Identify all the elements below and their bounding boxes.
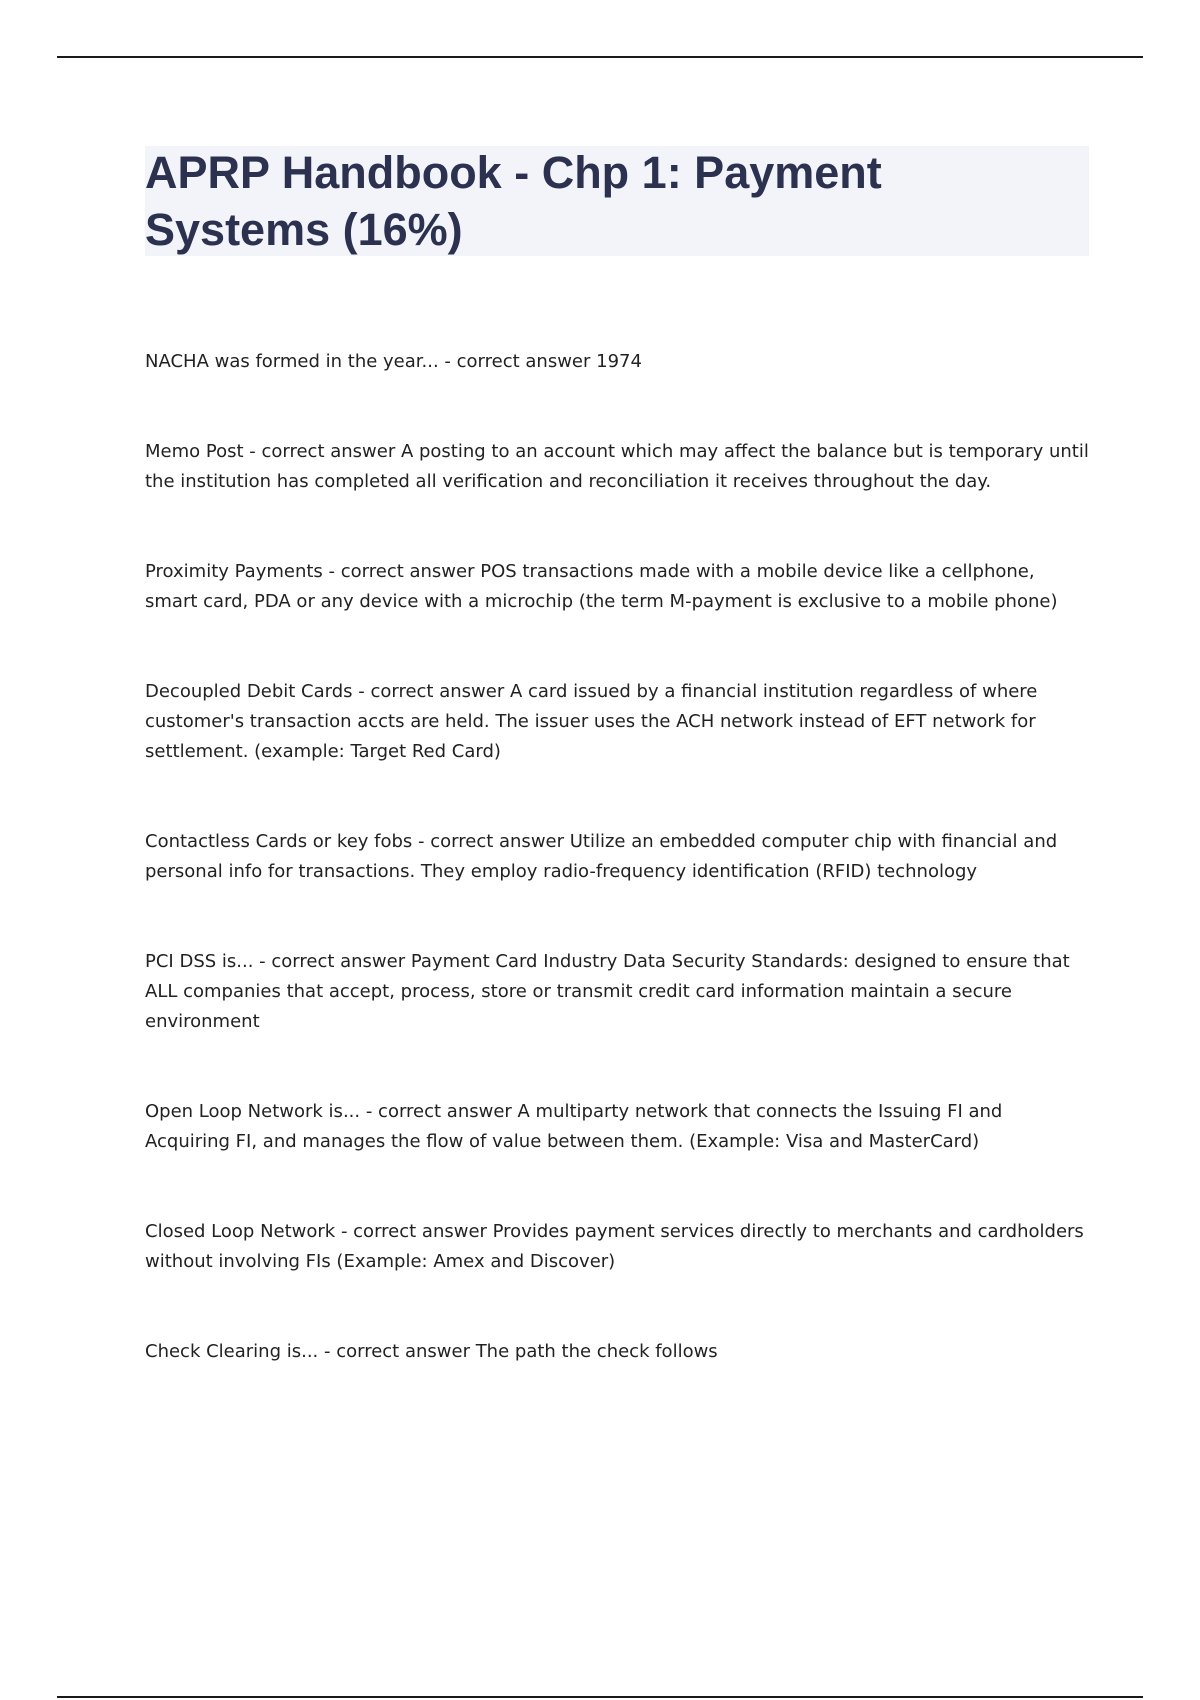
qa-entry: Contactless Cards or key fobs - correct answer Utilize an embedded computer chip with financial and personal info for transactions. They employ radio-frequency identification (RFID) technology <box>145 831 1058 882</box>
qa-entry: PCI DSS is... - correct answer Payment Card Industry Data Security Standards: designed to ensure that ALL companies that accept, process, store or transmit credit card information maintain a secure environment <box>145 951 1070 1032</box>
qa-entry: Check Clearing is... - correct answer The path the check follows <box>145 1341 718 1362</box>
qa-entry: NACHA was formed in the year... - correct answer 1974 <box>145 351 642 372</box>
qa-entry: Decoupled Debit Cards - correct answer A card issued by a financial institution regardless of where customer's transaction accts are held. The issuer uses the ACH network instead of EFT network for settlement. (example: Target Red Card) <box>145 681 1038 762</box>
bottom-rule <box>57 1696 1143 1698</box>
qa-entry: Proximity Payments - correct answer POS transactions made with a mobile device like a cellphone, smart card, PDA or any device with a microchip (the term M-payment is exclusive to a mobile phone) <box>145 561 1058 612</box>
qa-list <box>145 347 1090 1427</box>
page-title: APRP Handbook - Chp 1: Payment Systems (16%) <box>145 147 882 255</box>
qa-entry: Open Loop Network is... - correct answer A multiparty network that connects the Issuing FI and Acquiring FI, and manages the flow of value between them. (Example: Visa and MasterCard) <box>145 1101 1003 1152</box>
qa-entry: Closed Loop Network - correct answer Provides payment services directly to merchants and cardholders without involving FIs (Example: Amex and Discover) <box>145 1221 1084 1272</box>
top-rule <box>57 56 1143 58</box>
qa-entry: Memo Post - correct answer A posting to an account which may affect the balance but is temporary until the institution has completed all verification and reconciliation it receives throughout the day. <box>145 441 1089 492</box>
